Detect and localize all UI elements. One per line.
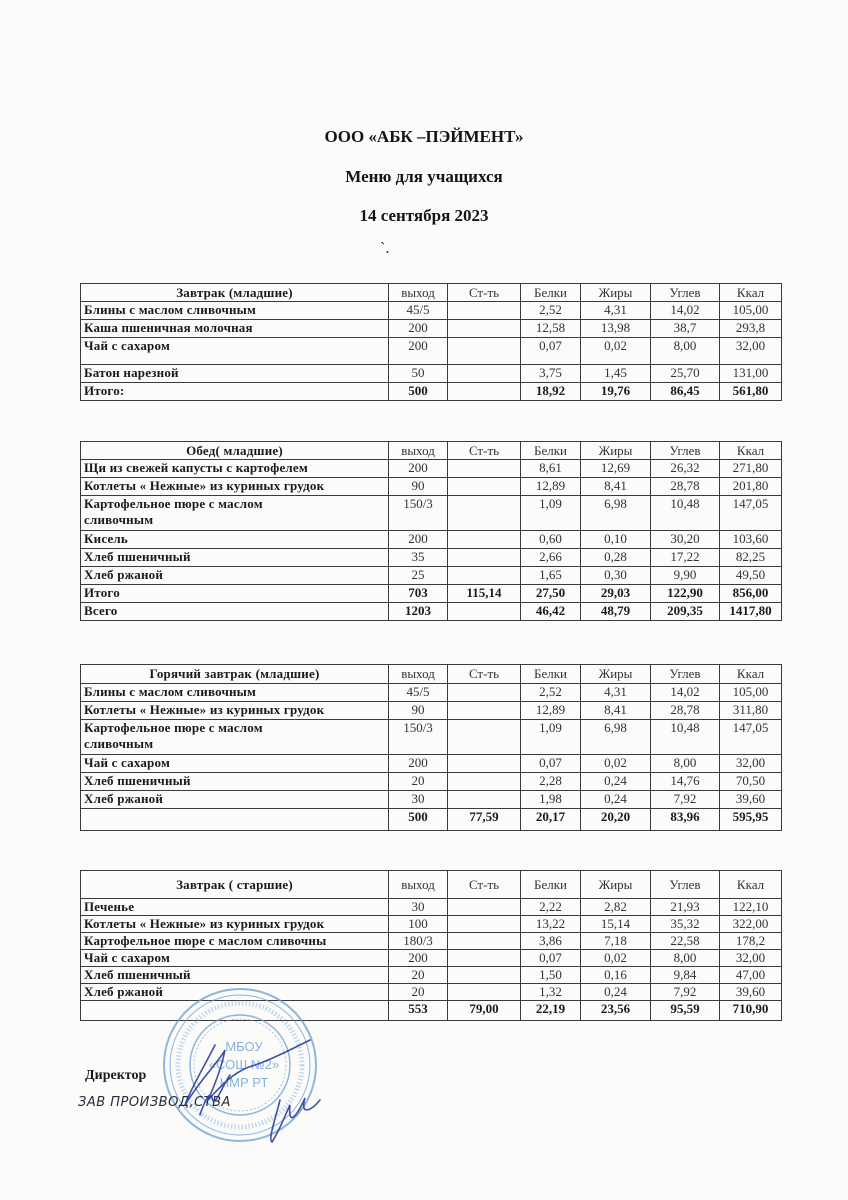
col-header-kcal: Ккал [720, 665, 782, 684]
dish-kcal: 39,60 [720, 791, 782, 809]
dish-output: 150/3 [389, 496, 448, 531]
col-header-output: выход [389, 665, 448, 684]
dish-output: 25 [389, 567, 448, 585]
dish-protein: 12,58 [521, 320, 581, 338]
col-header-kcal: Ккал [720, 871, 782, 899]
table-row [81, 950, 782, 967]
dish-carbs: 14,76 [651, 773, 720, 791]
dish-fat: 0,24 [581, 984, 651, 1001]
table-row [81, 365, 782, 383]
table-row [81, 755, 782, 773]
table-title: Завтрак ( старшие) [81, 871, 389, 899]
dish-kcal: 49,50 [720, 567, 782, 585]
director-label: Директор [85, 1068, 147, 1083]
dish-cost [448, 338, 521, 365]
dish-fat: 0,10 [581, 531, 651, 549]
dish-cost [448, 950, 521, 967]
dish-name: Картофельное пюре с маслом сливочны [81, 933, 389, 950]
total-kcal: 856,00 [720, 585, 782, 603]
dish-protein: 2,28 [521, 773, 581, 791]
dish-carbs: 26,32 [651, 460, 720, 478]
dish-name: Хлеб пшеничный [81, 549, 389, 567]
dish-carbs: 17,22 [651, 549, 720, 567]
dish-output: 50 [389, 365, 448, 383]
dish-carbs: 10,48 [651, 496, 720, 531]
totals-label: Итого: [81, 383, 389, 401]
dish-carbs: 22,58 [651, 933, 720, 950]
dish-kcal: 201,80 [720, 478, 782, 496]
table-row [81, 460, 782, 478]
dish-name: Блины с маслом сливочным [81, 684, 389, 702]
dish-fat: 8,41 [581, 702, 651, 720]
dish-carbs: 28,78 [651, 702, 720, 720]
dish-fat: 12,69 [581, 460, 651, 478]
dish-cost [448, 933, 521, 950]
col-header-fat: Жиры [581, 442, 651, 460]
dish-protein: 3,86 [521, 933, 581, 950]
col-header-fat: Жиры [581, 871, 651, 899]
col-header-protein: Белки [521, 284, 581, 302]
menu-table-hot-breakfast-junior [80, 664, 782, 831]
dish-output: 180/3 [389, 933, 448, 950]
table-title: Обед( младшие) [81, 442, 389, 460]
dish-name: Блины с маслом сливочным [81, 302, 389, 320]
dish-protein: 3,75 [521, 365, 581, 383]
dish-kcal: 82,25 [720, 549, 782, 567]
document-subtitle: Меню для учащихся [345, 167, 503, 186]
dish-cost [448, 755, 521, 773]
totals-label [81, 809, 389, 831]
grand-total-label: Всего [81, 603, 389, 621]
dish-cost [448, 320, 521, 338]
dish-name: Хлеб пшеничный [81, 967, 389, 984]
dish-output: 200 [389, 460, 448, 478]
total-cost: 115,14 [448, 585, 521, 603]
dish-fat: 6,98 [581, 496, 651, 531]
dish-fat: 1,45 [581, 365, 651, 383]
totals-row [81, 585, 782, 603]
dish-protein: 8,61 [521, 460, 581, 478]
dish-kcal: 122,10 [720, 899, 782, 916]
dish-carbs: 14,02 [651, 684, 720, 702]
dish-protein: 2,22 [521, 899, 581, 916]
dish-carbs: 28,78 [651, 478, 720, 496]
dish-name: Котлеты « Нежные» из куриных грудок [81, 916, 389, 933]
col-header-output: выход [389, 284, 448, 302]
dish-fat: 0,28 [581, 549, 651, 567]
dish-cost [448, 531, 521, 549]
dish-name: Кисель [81, 531, 389, 549]
dish-protein: 0,07 [521, 338, 581, 365]
col-header-protein: Белки [521, 665, 581, 684]
grand-total-row [81, 603, 782, 621]
dish-protein: 1,09 [521, 720, 581, 755]
table-row [81, 478, 782, 496]
dish-output: 200 [389, 320, 448, 338]
dish-kcal: 311,80 [720, 702, 782, 720]
dish-carbs: 9,90 [651, 567, 720, 585]
dish-output: 90 [389, 478, 448, 496]
dish-protein: 0,07 [521, 755, 581, 773]
total-kcal: 710,90 [720, 1001, 782, 1021]
table-row [81, 684, 782, 702]
table-header-row [81, 665, 782, 684]
dish-kcal: 322,00 [720, 916, 782, 933]
col-header-protein: Белки [521, 442, 581, 460]
organization-title: ООО «АБК –ПЭЙМЕНТ» [324, 127, 524, 146]
dish-fat: 4,31 [581, 684, 651, 702]
stamp-line-2: «СОШ №2» [208, 1057, 280, 1072]
dish-fat: 7,18 [581, 933, 651, 950]
col-header-carbs: Углев [651, 665, 720, 684]
dish-kcal: 70,50 [720, 773, 782, 791]
dish-output: 30 [389, 791, 448, 809]
total-output: 703 [389, 585, 448, 603]
dish-cost [448, 684, 521, 702]
dish-name: Батон нарезной [81, 365, 389, 383]
dish-fat: 0,24 [581, 773, 651, 791]
total-protein: 46,42 [521, 603, 581, 621]
table-row [81, 496, 782, 531]
table-row [81, 549, 782, 567]
dish-name: Печенье [81, 899, 389, 916]
dish-kcal: 271,80 [720, 460, 782, 478]
dish-name: Хлеб ржаной [81, 791, 389, 809]
production-head-label: ЗАВ ПРОИЗВОД,СТВА [78, 1095, 231, 1110]
dish-output: 20 [389, 773, 448, 791]
dish-carbs: 38,7 [651, 320, 720, 338]
table-row [81, 702, 782, 720]
dish-kcal: 39,60 [720, 984, 782, 1001]
dish-output: 200 [389, 531, 448, 549]
dish-cost [448, 702, 521, 720]
dish-kcal: 147,05 [720, 496, 782, 531]
dish-protein: 12,89 [521, 478, 581, 496]
dish-cost [448, 899, 521, 916]
totals-label: Итого [81, 585, 389, 603]
col-header-cost: Ст-ть [448, 665, 521, 684]
dish-name: Каша пшеничная молочная [81, 320, 389, 338]
dish-carbs: 8,00 [651, 950, 720, 967]
table-row [81, 531, 782, 549]
col-header-output: выход [389, 442, 448, 460]
dish-output: 20 [389, 967, 448, 984]
dish-kcal: 131,00 [720, 365, 782, 383]
dish-cost [448, 916, 521, 933]
dish-cost [448, 478, 521, 496]
table-row [81, 567, 782, 585]
menu-table-breakfast-junior [80, 283, 782, 401]
dish-cost [448, 984, 521, 1001]
dish-protein: 1,98 [521, 791, 581, 809]
totals-row [81, 383, 782, 401]
dish-cost [448, 549, 521, 567]
total-fat: 29,03 [581, 585, 651, 603]
dish-cost [448, 302, 521, 320]
dish-name: Хлеб пшеничный [81, 773, 389, 791]
total-fat: 20,20 [581, 809, 651, 831]
dish-protein: 1,32 [521, 984, 581, 1001]
dish-cost [448, 460, 521, 478]
dish-carbs: 8,00 [651, 338, 720, 365]
table-row [81, 933, 782, 950]
table-title: Горячий завтрак (младшие) [81, 665, 389, 684]
col-header-fat: Жиры [581, 284, 651, 302]
col-header-output: выход [389, 871, 448, 899]
dish-fat: 2,82 [581, 899, 651, 916]
total-protein: 27,50 [521, 585, 581, 603]
dish-fat: 8,41 [581, 478, 651, 496]
dish-name: Котлеты « Нежные» из куриных грудок [81, 478, 389, 496]
dish-name: Чай с сахаром [81, 755, 389, 773]
total-carbs: 95,59 [651, 1001, 720, 1021]
dish-output: 200 [389, 950, 448, 967]
dish-name: Хлеб ржаной [81, 984, 389, 1001]
dish-carbs: 8,00 [651, 755, 720, 773]
col-header-fat: Жиры [581, 665, 651, 684]
total-protein: 18,92 [521, 383, 581, 401]
dish-name: Котлеты « Нежные» из куриных грудок [81, 702, 389, 720]
table-header-row [81, 871, 782, 899]
dish-output: 30 [389, 899, 448, 916]
dish-carbs: 7,92 [651, 791, 720, 809]
col-header-cost: Ст-ть [448, 284, 521, 302]
total-carbs: 86,45 [651, 383, 720, 401]
dish-kcal: 105,00 [720, 302, 782, 320]
table-header-row [81, 284, 782, 302]
dish-carbs: 25,70 [651, 365, 720, 383]
total-fat: 48,79 [581, 603, 651, 621]
dish-carbs: 14,02 [651, 302, 720, 320]
col-header-cost: Ст-ть [448, 442, 521, 460]
dish-cost [448, 791, 521, 809]
col-header-kcal: Ккал [720, 442, 782, 460]
dish-kcal: 103,60 [720, 531, 782, 549]
table-title: Завтрак (младшие) [81, 284, 389, 302]
dish-output: 150/3 [389, 720, 448, 755]
dish-kcal: 32,00 [720, 338, 782, 365]
total-carbs: 83,96 [651, 809, 720, 831]
menu-table-lunch-junior [80, 441, 782, 621]
total-fat: 19,76 [581, 383, 651, 401]
dish-protein: 2,52 [521, 684, 581, 702]
dish-fat: 4,31 [581, 302, 651, 320]
dish-output: 100 [389, 916, 448, 933]
table-row [81, 899, 782, 916]
signature-icon [160, 1020, 360, 1150]
dish-name: Картофельное пюре с маслом сливочным [81, 720, 389, 755]
dish-kcal: 293,8 [720, 320, 782, 338]
total-cost: 79,00 [448, 1001, 521, 1021]
dish-protein: 1,09 [521, 496, 581, 531]
dish-output: 45/5 [389, 302, 448, 320]
total-output: 553 [389, 1001, 448, 1021]
table-row [81, 302, 782, 320]
dish-kcal: 147,05 [720, 720, 782, 755]
stamp-line-1: МБОУ [225, 1039, 263, 1054]
col-header-cost: Ст-ть [448, 871, 521, 899]
table-row [81, 720, 782, 755]
dish-protein: 2,66 [521, 549, 581, 567]
totals-row [81, 809, 782, 831]
dish-fat: 13,98 [581, 320, 651, 338]
dish-carbs: 30,20 [651, 531, 720, 549]
table-row [81, 791, 782, 809]
dish-cost [448, 567, 521, 585]
dish-fat: 0,02 [581, 755, 651, 773]
dish-protein: 12,89 [521, 702, 581, 720]
dish-cost [448, 967, 521, 984]
dish-protein: 1,50 [521, 967, 581, 984]
table-row [81, 967, 782, 984]
col-header-protein: Белки [521, 871, 581, 899]
dish-carbs: 35,32 [651, 916, 720, 933]
total-carbs: 209,35 [651, 603, 720, 621]
dish-output: 45/5 [389, 684, 448, 702]
dish-carbs: 7,92 [651, 984, 720, 1001]
col-header-kcal: Ккал [720, 284, 782, 302]
total-output: 500 [389, 809, 448, 831]
dish-fat: 0,16 [581, 967, 651, 984]
dish-protein: 1,65 [521, 567, 581, 585]
dish-output: 200 [389, 338, 448, 365]
total-output: 1203 [389, 603, 448, 621]
dish-carbs: 21,93 [651, 899, 720, 916]
total-kcal: 595,95 [720, 809, 782, 831]
dish-output: 200 [389, 755, 448, 773]
total-cost [448, 603, 521, 621]
total-kcal: 561,80 [720, 383, 782, 401]
scan-speck: `. [380, 240, 390, 257]
dish-cost [448, 720, 521, 755]
dish-cost [448, 496, 521, 531]
dish-protein: 2,52 [521, 302, 581, 320]
table-header-row [81, 442, 782, 460]
dish-output: 20 [389, 984, 448, 1001]
dish-fat: 0,02 [581, 950, 651, 967]
table-row [81, 338, 782, 365]
total-cost [448, 383, 521, 401]
dish-kcal: 32,00 [720, 755, 782, 773]
dish-fat: 0,24 [581, 791, 651, 809]
dish-fat: 0,30 [581, 567, 651, 585]
total-cost: 77,59 [448, 809, 521, 831]
dish-fat: 0,02 [581, 338, 651, 365]
col-header-carbs: Углев [651, 871, 720, 899]
dish-carbs: 10,48 [651, 720, 720, 755]
dish-name: Щи из свежей капусты с картофелем [81, 460, 389, 478]
total-carbs: 122,90 [651, 585, 720, 603]
total-fat: 23,56 [581, 1001, 651, 1021]
dish-carbs: 9,84 [651, 967, 720, 984]
col-header-carbs: Углев [651, 284, 720, 302]
dish-cost [448, 365, 521, 383]
table-row [81, 773, 782, 791]
document-date: 14 сентября 2023 [359, 206, 489, 225]
dish-kcal: 47,00 [720, 967, 782, 984]
total-protein: 20,17 [521, 809, 581, 831]
dish-fat: 6,98 [581, 720, 651, 755]
dish-protein: 13,22 [521, 916, 581, 933]
dish-protein: 0,60 [521, 531, 581, 549]
dish-protein: 0,07 [521, 950, 581, 967]
dish-output: 35 [389, 549, 448, 567]
dish-kcal: 105,00 [720, 684, 782, 702]
dish-kcal: 32,00 [720, 950, 782, 967]
dish-name: Чай с сахаром [81, 950, 389, 967]
total-kcal: 1417,80 [720, 603, 782, 621]
col-header-carbs: Углев [651, 442, 720, 460]
dish-name: Картофельное пюре с маслом сливочным [81, 496, 389, 531]
dish-fat: 15,14 [581, 916, 651, 933]
dish-output: 90 [389, 702, 448, 720]
dish-name: Хлеб ржаной [81, 567, 389, 585]
total-protein: 22,19 [521, 1001, 581, 1021]
stamp-line-3: НМР РТ [219, 1075, 269, 1090]
table-row [81, 320, 782, 338]
dish-name: Чай с сахаром [81, 338, 389, 365]
table-row [81, 916, 782, 933]
total-output: 500 [389, 383, 448, 401]
dish-kcal: 178,2 [720, 933, 782, 950]
dish-cost [448, 773, 521, 791]
